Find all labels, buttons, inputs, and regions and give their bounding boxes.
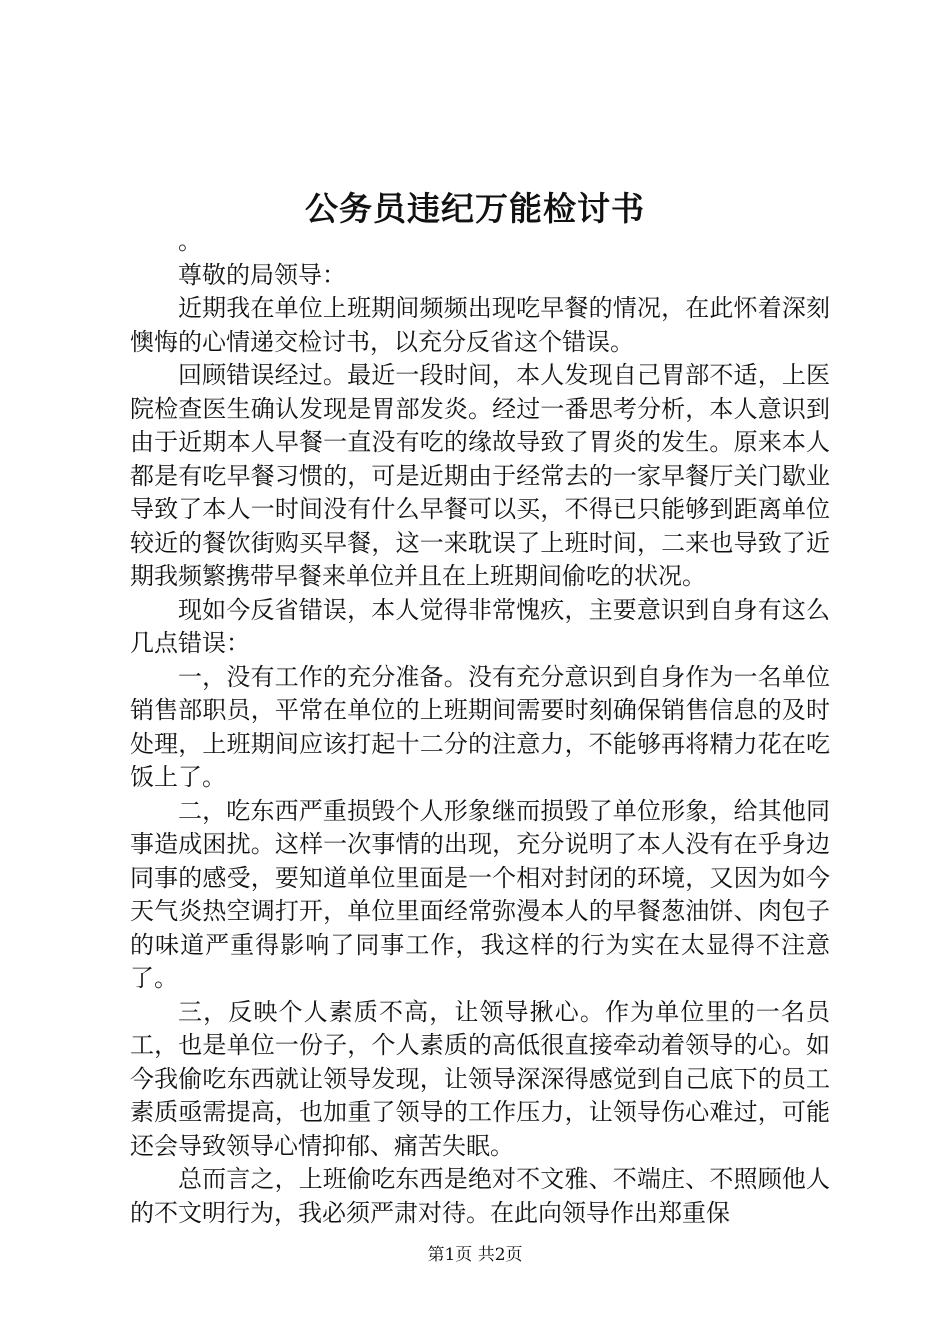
salutation: 尊敬的局领导： <box>178 260 346 289</box>
paragraph-point-two: 二，吃东西严重损毁个人形象继而损毁了单位形象，给其他同事造成困扰。这样一次事情的出现，充分说明了本人没有在乎身边同事的感受，要知道单位里面是一个相对封闭的环境，又因为如今天气炎热空调打开，单位里面经常弥漫本人的早餐葱油饼、肉包子的味道严重得影响了同事工作，我这样的行为实在太显得不注意了。 <box>130 796 830 992</box>
document-body <box>130 225 830 1230</box>
stray-mark: 。 <box>178 227 202 255</box>
paragraph-point-one: 一，没有工作的充分准备。没有充分意识到自身作为一名单位销售部职员，平常在单位的上班期间需要时刻确保销售信息的及时处理，上班期间应该打起十二分的注意力，不能够再将精力花在吃饭上了。 <box>130 662 830 791</box>
paragraph-reflection: 现如今反省错误，本人觉得非常愧疚，主要意识到自身有这么几点错误： <box>130 595 830 657</box>
paragraph-intro: 近期我在单位上班期间频频出现吃早餐的情况，在此怀着深刻懊悔的心情递交检讨书，以充分反省这个错误。 <box>130 294 830 356</box>
page-number: 第1页 共2页 <box>427 1245 523 1265</box>
document-title: 公务员违纪万能检讨书 <box>305 189 645 228</box>
paragraph-point-three: 三，反映个人素质不高，让领导揪心。作为单位里的一名员工，也是单位一份子，个人素质的高低很直接牵动着领导的心。如今我偷吃东西就让领导发现，让领导深深得感觉到自己底下的员工素质亟需提高，也加重了领导的工作压力，让领导伤心难过，可能还会导致领导心情抑郁、痛苦失眠。 <box>130 997 830 1160</box>
paragraph-review: 回顾错误经过。最近一段时间，本人发现自己胃部不适，上医院检查医生确认发现是胃部发炎。经过一番思考分析，本人意识到由于近期本人早餐一直没有吃的缘故导致了胃炎的发生。原来本人都是有吃早餐习惯的，可是近期由于经常去的一家早餐厅关门歇业导致了本人一时间没有什么早餐可以买，不得已只能够到距离单位较近的餐饮街购买早餐，这一来耽误了上班时间，二来也导致了近期我频繁携带早餐来单位并且在上班期间偷吃的状况。 <box>130 361 830 590</box>
paragraph-conclusion: 总而言之，上班偷吃东西是绝对不文雅、不端庄、不照顾他人的不文明行为，我必须严肃对待。在此向领导作出郑重保 <box>130 1165 830 1227</box>
